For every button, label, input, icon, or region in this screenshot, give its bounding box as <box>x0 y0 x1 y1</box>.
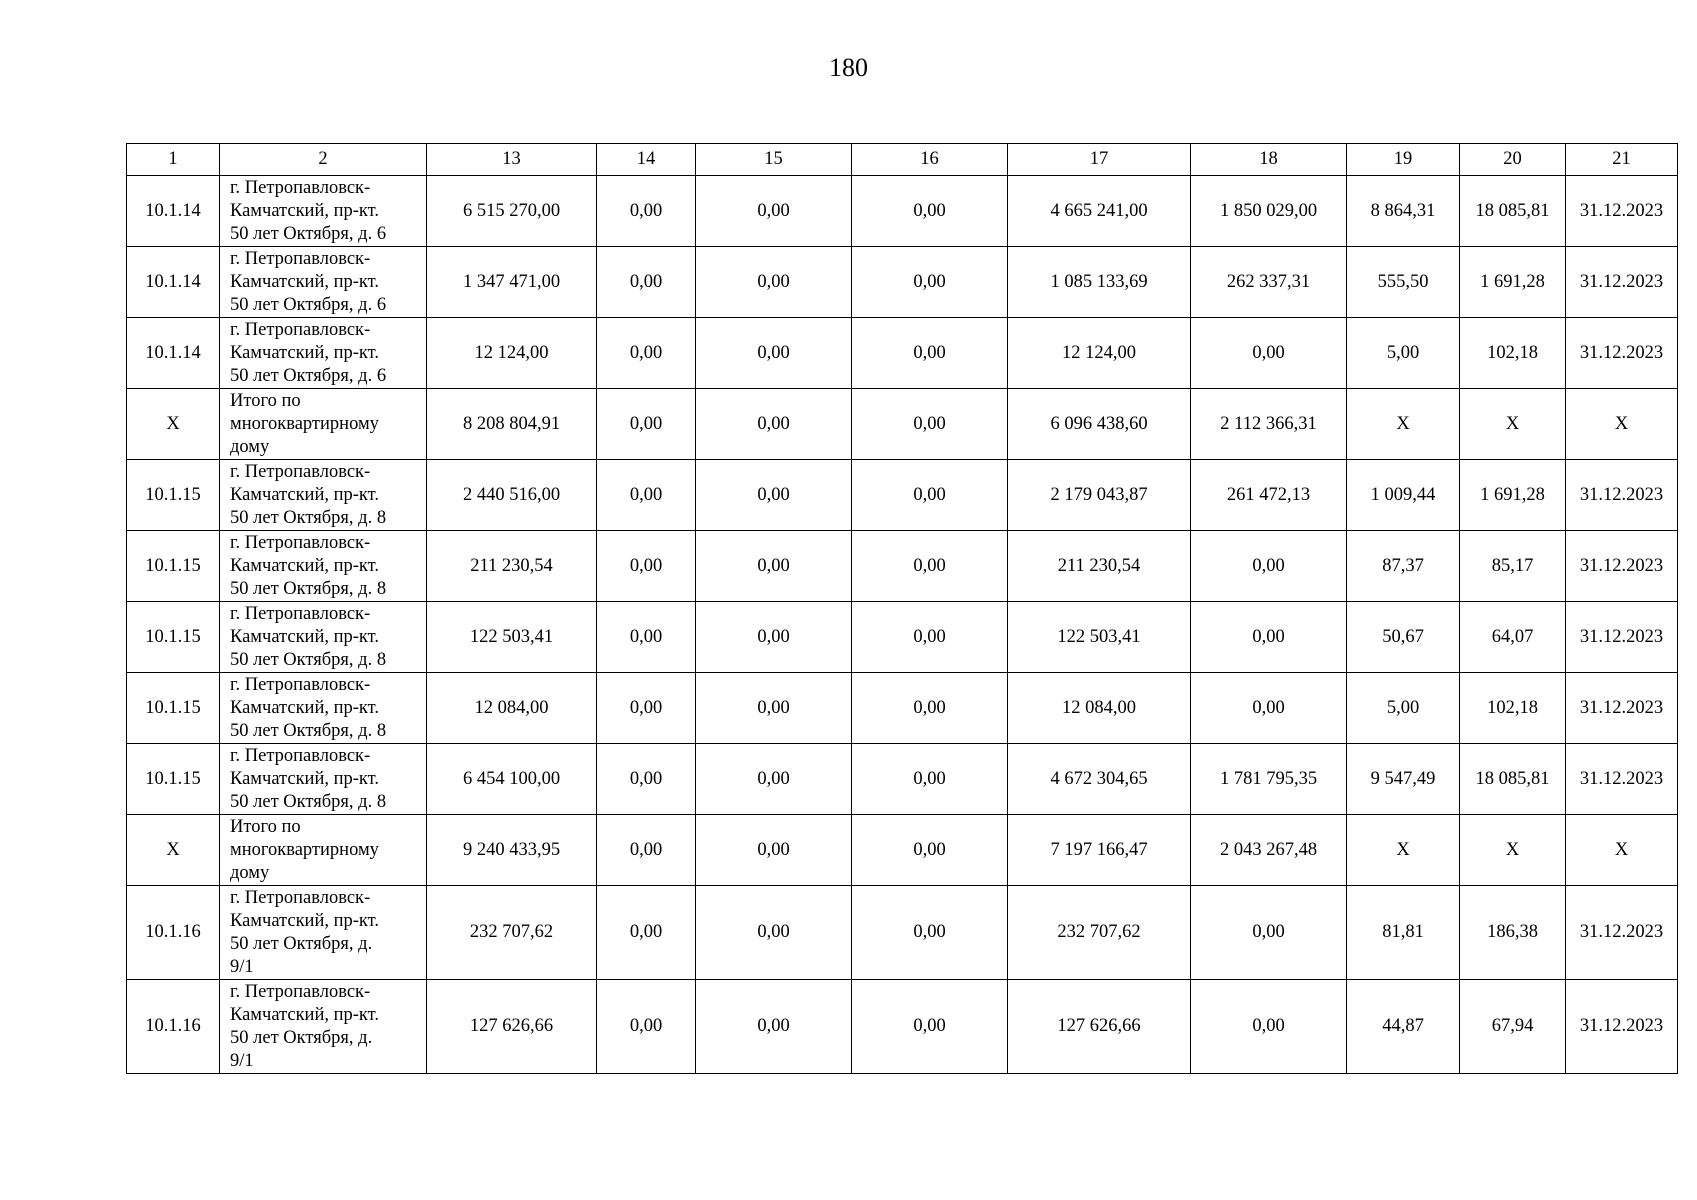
cell-col-20: X <box>1460 815 1566 886</box>
cell-col-13: 1 347 471,00 <box>427 247 597 318</box>
table-row <box>127 176 1678 247</box>
cell-address: Итого по многоквартирному дому <box>220 389 427 460</box>
table-row <box>127 815 1678 886</box>
table-row <box>127 389 1678 460</box>
cell-col-16: 0,00 <box>852 744 1008 815</box>
cell-col-20: 1 691,28 <box>1460 460 1566 531</box>
cell-col-13: 12 124,00 <box>427 318 597 389</box>
cell-row-number: X <box>127 389 220 460</box>
cell-address: г. Петропавловск- Камчатский, пр-кт. 50 лет Октября, д. 6 <box>220 318 427 389</box>
cell-address: г. Петропавловск- Камчатский, пр-кт. 50 лет Октября, д. 9/1 <box>220 886 427 980</box>
cell-address: г. Петропавловск- Камчатский, пр-кт. 50 лет Октября, д. 8 <box>220 673 427 744</box>
cell-col-16: 0,00 <box>852 176 1008 247</box>
cell-col-14: 0,00 <box>597 673 696 744</box>
cell-col-21: X <box>1566 389 1678 460</box>
cell-row-number: 10.1.14 <box>127 247 220 318</box>
cell-col-19: 8 864,31 <box>1347 176 1460 247</box>
cell-col-16: 0,00 <box>852 247 1008 318</box>
cell-col-16: 0,00 <box>852 815 1008 886</box>
cell-col-18: 0,00 <box>1191 318 1347 389</box>
cell-col-14: 0,00 <box>597 247 696 318</box>
header-cell-col-14: 14 <box>597 144 696 176</box>
header-cell-col-16: 16 <box>852 144 1008 176</box>
cell-address: г. Петропавловск- Камчатский, пр-кт. 50 лет Октября, д. 9/1 <box>220 980 427 1074</box>
cell-row-number: 10.1.16 <box>127 886 220 980</box>
cell-col-21: 31.12.2023 <box>1566 602 1678 673</box>
cell-col-19: 50,67 <box>1347 602 1460 673</box>
cell-col-21: 31.12.2023 <box>1566 886 1678 980</box>
cell-col-14: 0,00 <box>597 531 696 602</box>
cell-col-15: 0,00 <box>696 389 852 460</box>
cell-col-16: 0,00 <box>852 602 1008 673</box>
cell-col-17: 232 707,62 <box>1008 886 1191 980</box>
cell-col-14: 0,00 <box>597 744 696 815</box>
cell-col-17: 122 503,41 <box>1008 602 1191 673</box>
cell-row-number: 10.1.15 <box>127 460 220 531</box>
cell-col-15: 0,00 <box>696 815 852 886</box>
cell-col-14: 0,00 <box>597 318 696 389</box>
cell-col-14: 0,00 <box>597 602 696 673</box>
cell-col-16: 0,00 <box>852 318 1008 389</box>
cell-col-19: 5,00 <box>1347 673 1460 744</box>
cell-col-15: 0,00 <box>696 531 852 602</box>
cell-row-number: 10.1.15 <box>127 673 220 744</box>
cell-address: г. Петропавловск- Камчатский, пр-кт. 50 лет Октября, д. 8 <box>220 531 427 602</box>
cell-col-18: 0,00 <box>1191 980 1347 1074</box>
table-row <box>127 886 1678 980</box>
cell-col-13: 6 454 100,00 <box>427 744 597 815</box>
cell-col-13: 211 230,54 <box>427 531 597 602</box>
table-row <box>127 744 1678 815</box>
cell-row-number: 10.1.14 <box>127 318 220 389</box>
cell-col-18: 0,00 <box>1191 886 1347 980</box>
cell-col-19: X <box>1347 389 1460 460</box>
cell-col-19: 81,81 <box>1347 886 1460 980</box>
cell-col-20: 64,07 <box>1460 602 1566 673</box>
cell-col-17: 7 197 166,47 <box>1008 815 1191 886</box>
cell-col-17: 1 085 133,69 <box>1008 247 1191 318</box>
table-row <box>127 460 1678 531</box>
data-table <box>126 143 1678 1074</box>
cell-col-19: 9 547,49 <box>1347 744 1460 815</box>
cell-address: г. Петропавловск- Камчатский, пр-кт. 50 лет Октября, д. 8 <box>220 744 427 815</box>
cell-col-13: 127 626,66 <box>427 980 597 1074</box>
cell-col-15: 0,00 <box>696 980 852 1074</box>
cell-col-17: 12 084,00 <box>1008 673 1191 744</box>
cell-col-15: 0,00 <box>696 460 852 531</box>
cell-col-14: 0,00 <box>597 815 696 886</box>
cell-col-14: 0,00 <box>597 886 696 980</box>
table-row <box>127 247 1678 318</box>
cell-col-14: 0,00 <box>597 460 696 531</box>
cell-col-13: 6 515 270,00 <box>427 176 597 247</box>
cell-col-19: 555,50 <box>1347 247 1460 318</box>
cell-col-18: 1 781 795,35 <box>1191 744 1347 815</box>
cell-col-21: 31.12.2023 <box>1566 176 1678 247</box>
cell-col-13: 9 240 433,95 <box>427 815 597 886</box>
cell-col-13: 8 208 804,91 <box>427 389 597 460</box>
cell-col-20: 1 691,28 <box>1460 247 1566 318</box>
cell-col-19: 5,00 <box>1347 318 1460 389</box>
cell-row-number: 10.1.14 <box>127 176 220 247</box>
cell-col-21: X <box>1566 815 1678 886</box>
cell-col-21: 31.12.2023 <box>1566 744 1678 815</box>
cell-col-13: 232 707,62 <box>427 886 597 980</box>
cell-col-17: 6 096 438,60 <box>1008 389 1191 460</box>
cell-col-15: 0,00 <box>696 247 852 318</box>
cell-col-18: 262 337,31 <box>1191 247 1347 318</box>
cell-col-16: 0,00 <box>852 460 1008 531</box>
cell-col-20: X <box>1460 389 1566 460</box>
cell-col-21: 31.12.2023 <box>1566 673 1678 744</box>
cell-row-number: 10.1.15 <box>127 602 220 673</box>
cell-col-17: 4 672 304,65 <box>1008 744 1191 815</box>
header-cell-col-19: 19 <box>1347 144 1460 176</box>
table-row <box>127 318 1678 389</box>
cell-col-13: 12 084,00 <box>427 673 597 744</box>
header-cell-row-number: 1 <box>127 144 220 176</box>
cell-col-17: 211 230,54 <box>1008 531 1191 602</box>
cell-row-number: 10.1.16 <box>127 980 220 1074</box>
cell-col-13: 122 503,41 <box>427 602 597 673</box>
cell-col-14: 0,00 <box>597 176 696 247</box>
header-cell-col-18: 18 <box>1191 144 1347 176</box>
cell-address: Итого по многоквартирному дому <box>220 815 427 886</box>
cell-col-20: 67,94 <box>1460 980 1566 1074</box>
cell-col-16: 0,00 <box>852 531 1008 602</box>
cell-address: г. Петропавловск- Камчатский, пр-кт. 50 лет Октября, д. 8 <box>220 602 427 673</box>
cell-col-18: 2 043 267,48 <box>1191 815 1347 886</box>
cell-col-15: 0,00 <box>696 744 852 815</box>
cell-row-number: 10.1.15 <box>127 531 220 602</box>
page-number: 180 <box>829 53 868 82</box>
cell-col-20: 186,38 <box>1460 886 1566 980</box>
cell-col-14: 0,00 <box>597 389 696 460</box>
cell-col-19: 1 009,44 <box>1347 460 1460 531</box>
cell-col-16: 0,00 <box>852 886 1008 980</box>
cell-col-18: 0,00 <box>1191 531 1347 602</box>
table-row <box>127 980 1678 1074</box>
cell-col-18: 2 112 366,31 <box>1191 389 1347 460</box>
cell-address: г. Петропавловск- Камчатский, пр-кт. 50 лет Октября, д. 6 <box>220 247 427 318</box>
cell-col-18: 261 472,13 <box>1191 460 1347 531</box>
cell-col-21: 31.12.2023 <box>1566 460 1678 531</box>
cell-col-20: 102,18 <box>1460 318 1566 389</box>
cell-col-20: 18 085,81 <box>1460 176 1566 247</box>
cell-col-16: 0,00 <box>852 389 1008 460</box>
cell-col-18: 1 850 029,00 <box>1191 176 1347 247</box>
cell-col-21: 31.12.2023 <box>1566 247 1678 318</box>
cell-col-21: 31.12.2023 <box>1566 531 1678 602</box>
cell-col-17: 4 665 241,00 <box>1008 176 1191 247</box>
cell-col-20: 85,17 <box>1460 531 1566 602</box>
cell-col-15: 0,00 <box>696 886 852 980</box>
cell-col-18: 0,00 <box>1191 673 1347 744</box>
cell-col-15: 0,00 <box>696 318 852 389</box>
cell-col-15: 0,00 <box>696 673 852 744</box>
cell-col-18: 0,00 <box>1191 602 1347 673</box>
header-cell-col-13: 13 <box>427 144 597 176</box>
cell-col-19: 87,37 <box>1347 531 1460 602</box>
cell-col-16: 0,00 <box>852 673 1008 744</box>
cell-address: г. Петропавловск- Камчатский, пр-кт. 50 лет Октября, д. 6 <box>220 176 427 247</box>
header-cell-col-17: 17 <box>1008 144 1191 176</box>
header-cell-col-20: 20 <box>1460 144 1566 176</box>
cell-col-20: 18 085,81 <box>1460 744 1566 815</box>
cell-col-15: 0,00 <box>696 602 852 673</box>
cell-col-13: 2 440 516,00 <box>427 460 597 531</box>
cell-col-20: 102,18 <box>1460 673 1566 744</box>
cell-col-21: 31.12.2023 <box>1566 318 1678 389</box>
table-row <box>127 531 1678 602</box>
cell-col-14: 0,00 <box>597 980 696 1074</box>
cell-address: г. Петропавловск- Камчатский, пр-кт. 50 лет Октября, д. 8 <box>220 460 427 531</box>
cell-col-19: 44,87 <box>1347 980 1460 1074</box>
table-row <box>127 602 1678 673</box>
cell-col-17: 12 124,00 <box>1008 318 1191 389</box>
header-row <box>127 144 1678 176</box>
header-cell-col-15: 15 <box>696 144 852 176</box>
cell-col-21: 31.12.2023 <box>1566 980 1678 1074</box>
cell-row-number: 10.1.15 <box>127 744 220 815</box>
table-row <box>127 673 1678 744</box>
cell-col-15: 0,00 <box>696 176 852 247</box>
cell-col-16: 0,00 <box>852 980 1008 1074</box>
header-cell-col-21: 21 <box>1566 144 1678 176</box>
header-cell-address: 2 <box>220 144 427 176</box>
cell-col-17: 2 179 043,87 <box>1008 460 1191 531</box>
cell-col-17: 127 626,66 <box>1008 980 1191 1074</box>
cell-row-number: X <box>127 815 220 886</box>
cell-col-19: X <box>1347 815 1460 886</box>
